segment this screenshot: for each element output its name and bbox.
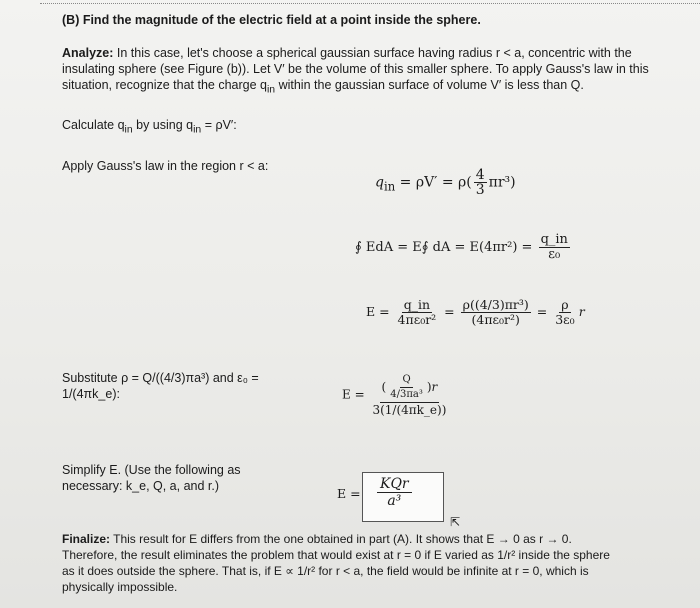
eq-qin-frac-den: 3: [475, 182, 485, 198]
answer-lhs: E =: [337, 486, 361, 501]
calc-qin-sub2: in: [193, 124, 202, 136]
calc-qin-sub: in: [124, 124, 133, 136]
substitute-line-2: 1/(4πk_e):: [62, 387, 120, 401]
eq-gauss-frac-num: q_in: [540, 232, 568, 247]
eq-e-eq2: =: [440, 304, 459, 319]
eq-e-f1-num: q_in: [403, 297, 431, 312]
analyze-text-3: situation, recognize that the charge q: [62, 78, 267, 92]
eq-e-frac-3: [553, 298, 576, 327]
eq-e-frac-2: [461, 298, 531, 327]
analyze-line-3: [62, 77, 584, 99]
finalize-label: Finalize:: [62, 532, 111, 546]
analyze-line-1: [62, 45, 632, 61]
eq-sub-inner-fraction: [388, 373, 425, 402]
finalize-text-3: as it does outside the sphere. That is, if E ∝ 1/r² for r < a, the field would be infinite at r = 0, which is: [62, 564, 589, 578]
answer-input-box[interactable]: [362, 472, 444, 522]
top-dotted-rule: [40, 3, 700, 4]
finalize-line-1: [62, 531, 572, 547]
eq-gauss-fraction: [539, 233, 570, 262]
finalize-text-1: This result for E differs from the one obtained in part (A). It shows that E → 0 as r → 0.: [113, 532, 572, 546]
mouse-cursor-icon: ⇱: [450, 515, 461, 529]
eq-e-f2-num: ρ((4/3)πr³): [462, 297, 529, 312]
eq-qin-frac-num: 4: [475, 167, 485, 183]
analyze-sub-in: in: [267, 84, 276, 96]
eq-e-f2-den: (4πε₀r²): [471, 312, 520, 327]
simplify-line-1: Simplify E. (Use the following as: [62, 463, 241, 477]
eq-qin-end: πr³): [488, 174, 516, 191]
eq-qin-fraction: [474, 168, 487, 197]
substitute-line-1: Substitute ρ = Q/((4/3)πa³) and ε₀ =: [62, 371, 259, 385]
eq-e-eq3: =: [532, 304, 552, 319]
calc-qin-text: Calculate q: [62, 118, 125, 132]
calc-qin-end: by using q: [132, 118, 194, 132]
analyze-label: Analyze:: [62, 46, 114, 60]
eq-qin-mid: = ρV′ = ρ(: [395, 174, 472, 191]
equation-e-inside: [366, 298, 585, 327]
eq-sub-den: 3(1/(4πk_e)): [372, 403, 447, 417]
eq-sub-outer-num: ( $\frac{Q}{\text{4/3πa³}}$ )r: [380, 373, 440, 403]
eq-e-f1-den: 4πε₀r²: [397, 312, 437, 327]
part-b-heading: (B) Find the magnitude of the electric field at a point inside the sphere.: [62, 13, 481, 27]
eq-qin-lhs-sub: in: [383, 179, 396, 194]
eq-gauss-lhs: ∮ EdA = E∮ dA = E(4πr²) =: [355, 240, 537, 255]
calc-qin-end2: = ρV′:: [201, 118, 237, 132]
eq-sub-tail: r: [431, 380, 438, 394]
equation-substitute: [342, 373, 450, 417]
step-calc-qin: [62, 117, 237, 139]
eq-e-f3-den: 3ε₀: [555, 312, 575, 327]
analyze-text-3-end: within the gaussian surface of volume V′ is less than Q.: [275, 78, 584, 92]
finalize-text-4: physically impossible.: [62, 580, 178, 594]
answer-fraction: [377, 476, 412, 509]
eq-gauss-frac-den: ε₀: [548, 247, 561, 262]
eq-e-lhs: E =: [366, 304, 394, 319]
eq-e-frac-1: [396, 298, 439, 327]
analyze-text-1: In this case, let's choose a spherical gaussian surface having radius r < a, concentric with the: [116, 46, 632, 60]
answer-numerator: KQr: [377, 476, 412, 493]
eq-sub-lhs: E =: [342, 387, 369, 402]
eq-sub-inner-num: Q: [400, 373, 412, 388]
equation-gauss: [355, 233, 572, 262]
eq-e-f3-num: ρ: [561, 297, 569, 312]
answer-denominator: a³: [387, 493, 402, 509]
eq-sub-outer-fraction: [370, 373, 448, 417]
finalize-text-2: Therefore, the result eliminates the problem that would exist at r = 0 if E varied as 1/r² inside the sphere: [62, 548, 610, 562]
analyze-text-2: insulating sphere (see Figure (b)). Let V′ be the volume of this smaller sphere. To apply Gauss's law in this: [62, 62, 649, 76]
equation-qin: [375, 168, 516, 197]
step-gauss-label: Apply Gauss's law in the region r < a:: [62, 159, 269, 173]
eq-e-tail: r: [578, 304, 585, 319]
eq-qin-lhs: q: [375, 174, 384, 191]
eq-sub-inner-den: 4/3πa³: [390, 389, 423, 400]
simplify-line-2: necessary: k_e, Q, a, and r.): [62, 479, 220, 493]
